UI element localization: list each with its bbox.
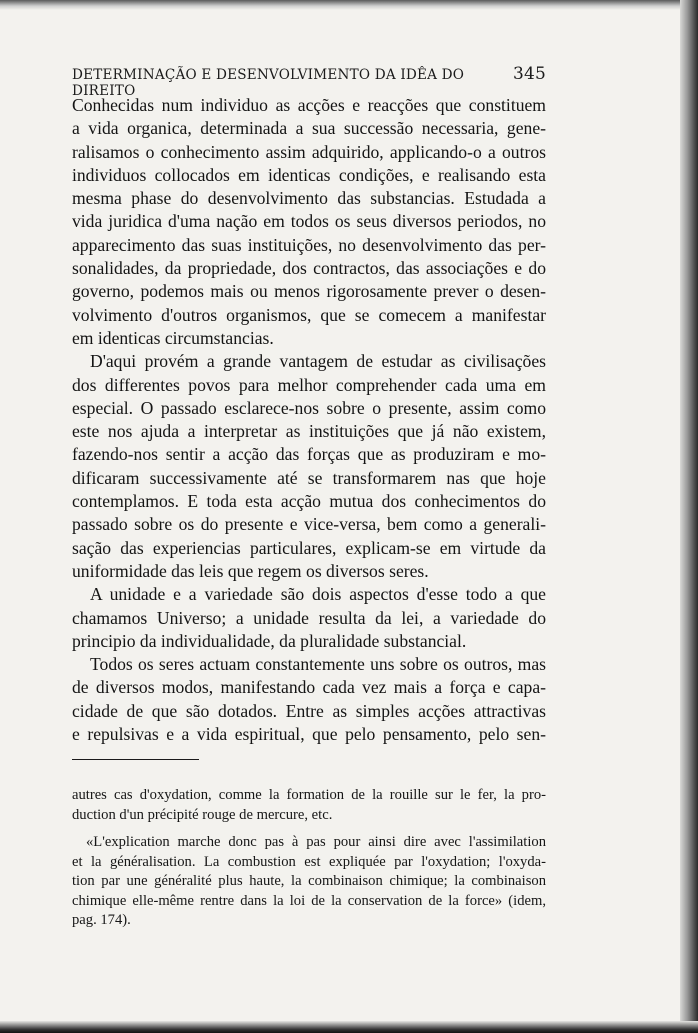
footnote-line: «L'explication marche donc pas à pas pour ainsi dire avec l'assimilation bbox=[86, 834, 546, 850]
text-line: vida juridica d'uma nação em todos os seus diversos periodos, no bbox=[72, 211, 546, 232]
text-line: Conhecidas num individuo as acções e reacções que constituem bbox=[72, 95, 546, 115]
text-line: sonalidades, da propriedade, dos contractos, das associações e do bbox=[72, 258, 546, 279]
text-line: chamamos Universo; a unidade resulta da lei, a variedade do bbox=[72, 607, 546, 628]
footnote-divider bbox=[72, 759, 199, 760]
running-title: DETERMINAÇÃO E DESENVOLVIMENTO DA IDÊA DO DIREITO bbox=[72, 67, 465, 99]
text-line: de diversos modos, manifestando cada vez mais a força e capa- bbox=[72, 677, 546, 698]
footnotes bbox=[72, 786, 546, 931]
text-line: dos differentes povos para melhor comprehender cada uma em bbox=[72, 374, 546, 395]
main-text bbox=[72, 94, 546, 746]
text-line: cidade de que são dotados. Entre as simples acções attractivas bbox=[72, 700, 546, 721]
text-line: apparecimento das suas instituições, no desenvolvimento das per- bbox=[72, 234, 546, 255]
footnote-line: tion par une généralité plus haute, la combinaison chimique; la combinaison bbox=[72, 873, 546, 889]
text-line: dificaram successivamente até se transformarem nas que hoje bbox=[72, 467, 546, 488]
text-line: passado sobre os do presente e vice-versa, bem como a generali- bbox=[72, 514, 546, 535]
text-line: Todos os seres actuam constantemente uns sobre os outros, mas bbox=[90, 654, 546, 675]
scan-right-edge bbox=[680, 0, 698, 1033]
footnote-line: chimique elle-même rentre dans la loi de la conservation de la force» (idem, bbox=[72, 892, 546, 909]
text-line: em identicas circumstancias. bbox=[72, 327, 274, 348]
scan-bottom-edge bbox=[0, 1021, 698, 1033]
text-line: ralisamos o conhecimento assim adquirido, applicando-o a outros bbox=[72, 141, 546, 162]
text-line: a vida organica, determinada a sua successão necessaria, gene- bbox=[72, 118, 546, 139]
scan-top-edge bbox=[0, 0, 698, 10]
page-number: 345 bbox=[512, 64, 546, 84]
text-line: contemplamos. E toda esta acção mutua dos conhecimentos do bbox=[72, 491, 546, 512]
text-line: fazendo-nos sentir a acção das forças que as produziram e mo- bbox=[72, 444, 546, 465]
footnote-line: et la généralisation. La combustion est expliquée par l'oxydation; l'oxyda- bbox=[72, 853, 546, 870]
text-line: individuos collocados em identicas condições, e realisando esta bbox=[72, 164, 546, 185]
text-line: principio da individualidade, da pluralidade substancial. bbox=[72, 630, 467, 651]
text-line: e repulsivas e a vida espiritual, que pelo pensamento, pelo sen- bbox=[72, 724, 546, 745]
footnote-line: pag. 174). bbox=[72, 912, 131, 928]
text-line: governo, podemos mais ou menos rigorosamente prever o desen- bbox=[72, 281, 546, 302]
text-line: uniformidade das leis que regem os diversos seres. bbox=[72, 560, 429, 581]
text-line: volvimento d'outros organismos, que se comecem a manifestar bbox=[72, 304, 546, 325]
text-line: especial. O passado esclarece-nos sobre o presente, assim como bbox=[72, 397, 546, 418]
footnote-line: autres cas d'oxydation, comme la formation de la rouille sur le fer, la pro- bbox=[72, 787, 546, 803]
footnote-line: duction d'un précipité rouge de mercure, etc. bbox=[72, 806, 333, 823]
text-line: A unidade e a variedade são dois aspectos d'esse todo a que bbox=[90, 584, 546, 605]
text-line: mesma phase do desenvolvimento das substancias. Estudada a bbox=[72, 188, 546, 209]
text-line: sação das experiencias particulares, explicam-se em virtude da bbox=[72, 537, 546, 558]
text-line: este nos ajuda a interpretar as instituições que já não existem, bbox=[72, 421, 546, 442]
text-line: D'aqui provém a grande vantagem de estudar as civilisações bbox=[90, 351, 546, 372]
